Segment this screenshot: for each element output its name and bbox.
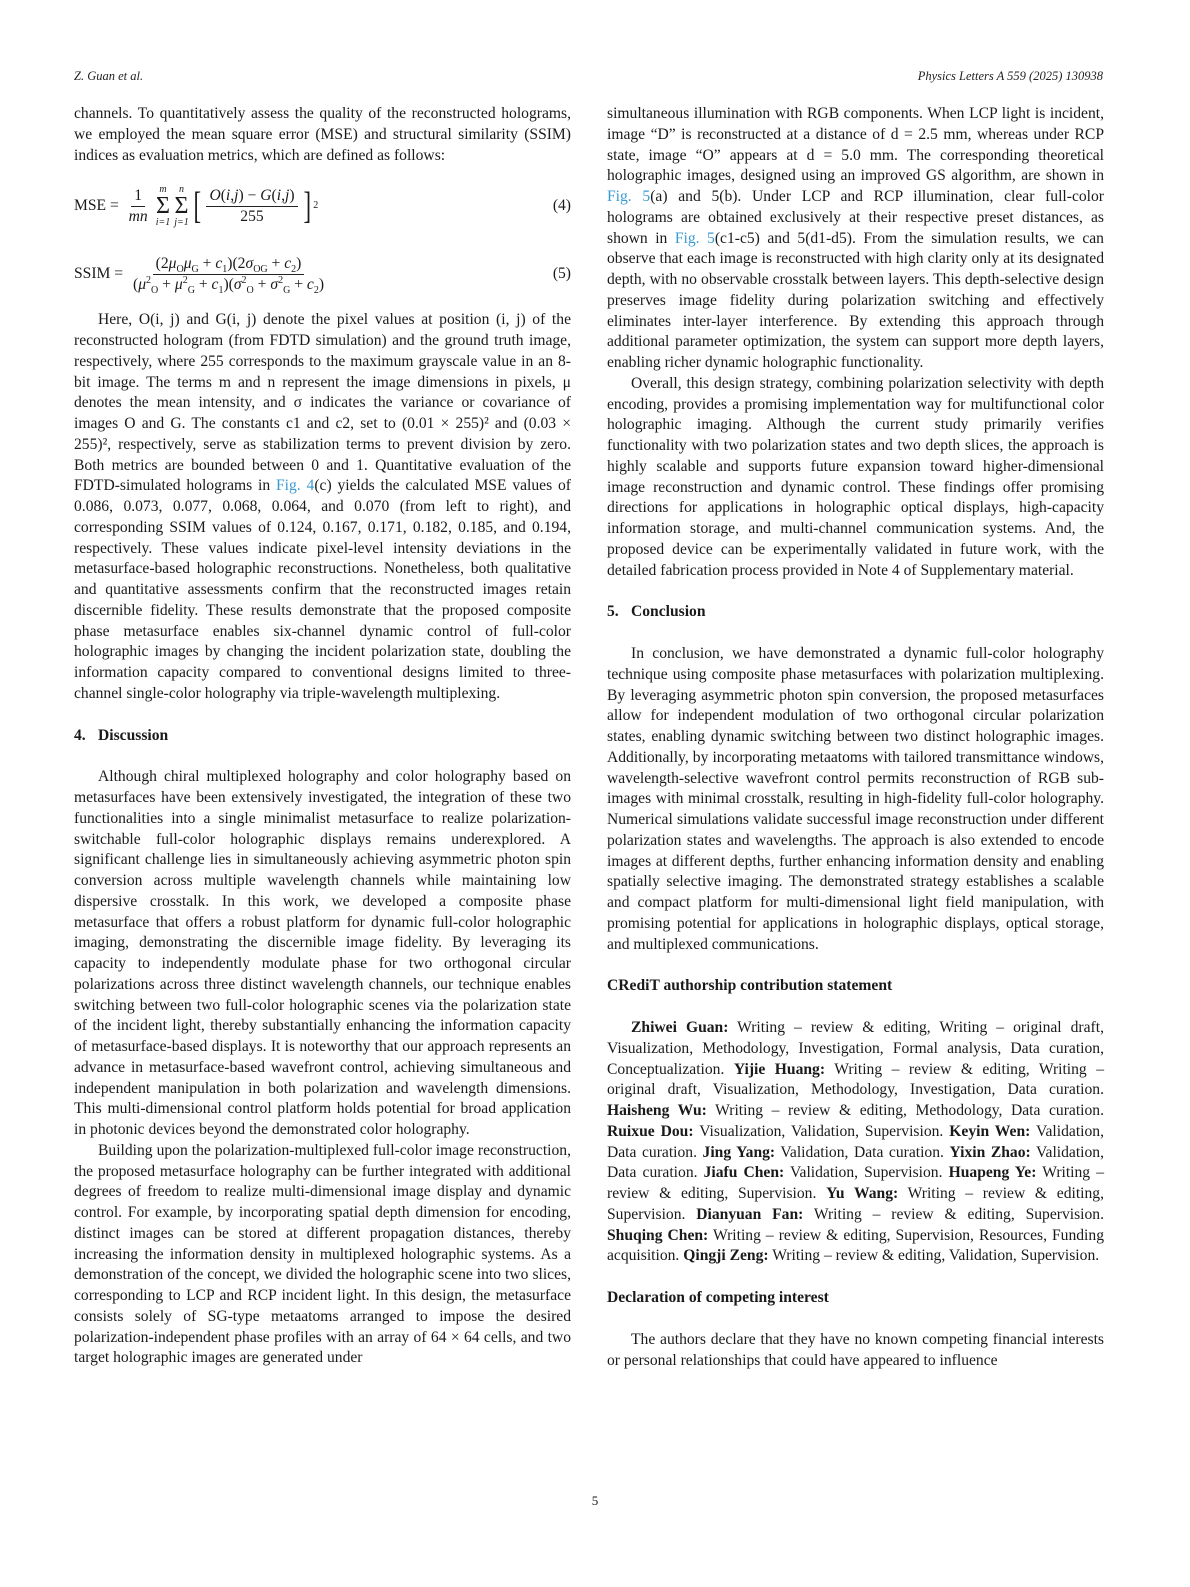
author-name: Huapeng Ye:: [948, 1164, 1037, 1182]
right-column: [607, 104, 1104, 1371]
discussion-paragraph-1: Although chiral multiplexed holography and color holography based on metasurfaces have been extensively investigated, the integration of these two functionalities into a single minimalist metasurface to realize polarization-switchable full-color holographic displays remains underexplored. A significant challenge lies in simultaneously achieving asymmetric photon spin conversion across multiple wavelength channels while maintaining low dispersive crosstalk. In this work, we developed a composite phase metasurface that offers a robust platform for dynamic full-color holographic imaging, demonstrating the discernible image fidelity. By leveraging its capacity to independently modulate phase for two orthogonal circular polarizations across three distinct wavelength channels, our technique enables switching between two full-color holographic scenes via the polarization state of the incident light, thereby substantially enhancing the information capacity of metasurface-based displays. It is noteworthy that our approach represents an advance in metasurface-based wavefront control, achieving simultaneous and independent manipulation in both polarization and wavelength dimensions. This multi-dimensional control platform holds potential for broad application in photonic devices beyond the demonstrated color holography.: [74, 768, 571, 1138]
depth-paragraph: simultaneous illumination with RGB components. When LCP light is incident, image “D” is reconstructed at a distance of d = 2.5 mm, whereas under RCP state, image “O” appears at d = 5.0 mm. The corresponding theoretical holographic images, designed using an improved GS algorithm, are shown in Fig. 5(a) and 5(b). Under LCP and RCP illumination, clear full-color holograms are obtained exclusively at their respective preset distances, as shown in Fig. 5(c1-c5) and 5(d1-d5). From the simulation results, we can observe that each image is reconstructed with high clarity only at its designated depth, with no observable crosstalk between layers. This depth-selective design preserves image fidelity during polarization switching and effectively eliminates inter-layer interference. By extending this approach through additional parameter optimization, the system can support more depth layers, enabling richer dynamic holographic functionality.: [607, 105, 1104, 371]
author-name: Yijie Huang:: [733, 1060, 826, 1078]
left-column: [74, 104, 571, 1369]
discussion-paragraph-2: Building upon the polarization-multiplexed full-color image reconstruction, the proposed metasurface holography can be further integrated with additional degrees of freedom to realize multi-dimensional image display and dynamic control. For example, by incorporating spatial depth dimension for encoding, distinct images can be stored at different propagation distances, thereby increasing the information density in multiplexed holographic systems. As a demonstration of the concept, we divided the holographic scene into two slices, corresponding to LCP and RCP incident light. In this design, the metasurface consists solely of SG-type metaatoms arranged to impose the desired polarization-independent phase profiles with an array of 64 × 64 cells, and two target holographic images are generated under: [74, 1141, 571, 1367]
author-name: Shuqing Chen:: [607, 1226, 709, 1244]
author-name: Yixin Zhao:: [949, 1143, 1031, 1161]
conclusion-paragraph: In conclusion, we have demonstrated a dynamic full-color holography technique using composite phase metasurfaces with polarization multiplexing. By leveraging asymmetric photon spin conversion, the proposed metasurfaces allow for independent modulation of two orthogonal circular polarization states, enabling dynamic switching between two distinct holographic images. Additionally, by incorporating metaatoms with tailored transmittance windows, wavelength-selective wavefront control permits reconstruction of RGB sub-images with minimal crosstalk, resulting in high-fidelity full-color holography. Numerical simulations validate successful image reconstruction under different polarization states and wavelengths. The approach is also extended to encode images at different depths, further enhancing information density and enabling spatially selective imaging. The demonstrated strategy establishes a scalable and compact platform for multi-dimensional light field manipulation, with promising potential for applications in holographic displays, optical storage, and multiplexed communications.: [607, 645, 1104, 953]
author-name: Haisheng Wu:: [607, 1102, 707, 1119]
author-name: Zhiwei Guan:: [631, 1019, 729, 1036]
overall-paragraph: Overall, this design strategy, combining polarization selectivity with depth encoding, provides a promising implementation way for multifunctional color holographic imaging. Although the current study primarily verifies functionality with two polarization states and two depth slices, the approach is highly scalable and supports future expansion toward higher-dimensional image reconstruction and dynamic control. These findings offer promising directions for applications in holographic optical displays, high-capacity information storage, and multi-channel communication systems. And, the proposed device can be experimentally validated in future work, with the detailed fabrication process provided in Note 4 of Supplementary material.: [607, 374, 1104, 579]
paragraph-metrics: Here, O(i, j) and G(i, j) denote the pixel values at position (i, j) of the reconstructed hologram (from FDTD simulation) and the ground truth image, respectively, where 255 corresponds to the maximum grayscale value in an 8-bit image. The terms m and n represent the image dimensions in pixels, μ denotes the mean intensity, and σ indicates the variance or covariance of images O and G. The constants c1 and c2, set to (0.01 × 255)² and (0.03 × 255)², respectively, serve as stabilization terms to prevent division by zero. Both metrics are bounded between 0 and 1. Quantitative evaluation of the FDTD-simulated holograms in Fig. 4(c) yields the calculated MSE values of 0.086, 0.073, 0.077, 0.068, 0.064, and 0.070 (from left to right), and corresponding SSIM values of 0.124, 0.167, 0.171, 0.182, 0.185, and 0.194, respectively. These values indicate pixel-level intensity deviations in the metasurface-based holographic reconstructions. Nonetheless, both qualitative and quantitative assessments confirm that the reconstructed images retain discernible fidelity. These results demonstrate that the proposed composite phase metasurface enables six-channel dynamic control of full-color holographic images by changing the incident polarization state, doubling the information capacity compared to conventional designs limited to three-channel single-color holography via triple-wavelength multiplexing.: [74, 311, 571, 702]
author-name: Jiafu Chen:: [703, 1164, 785, 1182]
page-number: 5: [591, 1493, 599, 1508]
running-head-journal: Physics Letters A 559 (2025) 130938: [917, 69, 1103, 83]
credit-heading: CRediT authorship contribution statement: [607, 977, 893, 995]
author-name: Keyin Wen:: [949, 1122, 1031, 1140]
credit-paragraph: Zhiwei Guan: Writing – review & editing, Writing – original draft, Visualization, Methodology, Investigation, Formal analysis, Data curation, Conceptualization. Yijie Huang: Writing – review & editing, Writing – original draft, Visualization, Methodology, Investigation, Data curation. Haisheng Wu: Writing – review & editing, Methodology, Data curation. Ruixue Dou: Visualization, Validation, Supervision. Keyin Wen: Validation, Data curation. Jing Yang: Validation, Data curation. Yixin Zhao: Validation, Data curation. Jiafu Chen: Validation, Supervision. Huapeng Ye: Writing – review & editing, Supervision. Yu Wang: Writing – review & editing, Supervision. Dianyuan Fan: Writing – review & editing, Supervision. Shuqing Chen: Writing – review & editing, Supervision, Resources, Funding acquisition. Qingji Zeng: Writing – review & editing, Validation, Supervision.: [607, 1019, 1105, 1265]
figure-5-link[interactable]: Fig. 5: [674, 229, 715, 247]
declaration-heading: Declaration of competing interest: [607, 1289, 829, 1306]
equation-mse: MSE = $\frac{1}{mn}$ m Σ i=1 n Σ j=1 [ $\frac{O(i,j) - G(i,j)}{255}$ ] 2 (4): [74, 184, 571, 229]
declaration-paragraph: The authors declare that they have no known competing financial interests or personal relationships that could have appeared to influence: [607, 1330, 1104, 1369]
author-name: Qingji Zeng:: [683, 1247, 769, 1265]
author-name: Jing Yang:: [702, 1143, 776, 1161]
intro-paragraph: channels. To quantitatively assess the quality of the reconstructed holograms, we employed the mean square error (MSE) and structural similarity (SSIM) indices as evaluation metrics, which are defined as follows:: [74, 105, 571, 164]
author-name: Yu Wang:: [826, 1185, 899, 1202]
figure-5-link[interactable]: Fig. 5: [607, 188, 651, 205]
equation-ssim: SSIM = $\frac{(2\mu_O\mu_G + c_1)(2\sigma_{OG} + c_2)}{(\mu^2_O + \mu^2_G + c_1)(\sigma^2_O + \sigma^2_G + c_2)}$ (5): [74, 254, 571, 296]
running-head-authors: Z. Guan et al.: [74, 69, 144, 83]
section-heading-conclusion: 5. Conclusion: [607, 603, 706, 621]
equation-number: (5): [552, 264, 571, 282]
author-name: Dianyuan Fan:: [696, 1205, 804, 1223]
figure-4-link[interactable]: Fig. 4: [276, 477, 315, 495]
section-heading-discussion: 4. Discussion: [74, 726, 169, 744]
author-name: Ruixue Dou:: [607, 1122, 694, 1140]
equation-number: (4): [552, 196, 571, 214]
